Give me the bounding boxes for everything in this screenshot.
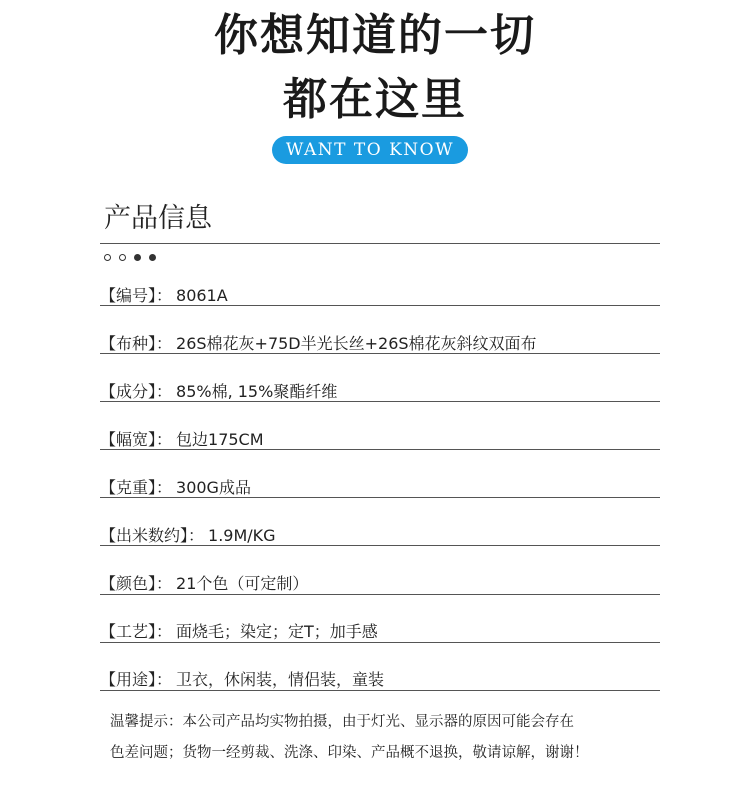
spec-value: 26S棉花灰+75D半光长丝+26S棉花灰斜纹双面布 (176, 334, 537, 353)
row-divider (100, 545, 660, 546)
row-divider (100, 594, 660, 595)
spec-label: 【用途】： (100, 670, 173, 689)
headline-line-1: 你想知道的一切 (214, 10, 536, 61)
spec-row-yield (100, 526, 660, 546)
spec-value: 8061A (176, 286, 228, 305)
section-title: 产品信息 (104, 203, 212, 234)
row-divider (100, 401, 660, 402)
spec-row-code (100, 286, 660, 306)
spec-value: 面烧毛；染定；定T；加手感 (176, 622, 378, 641)
notice-line-1: 温馨提示：本公司产品均实物拍摄，由于灯光、显示器的原因可能会存在 (110, 714, 574, 730)
spec-value: 85%棉, 15%聚酯纤维 (176, 382, 338, 401)
spec-label: 【幅宽】： (100, 430, 173, 449)
spec-value: 包边175CM (176, 430, 264, 449)
spec-row-width (100, 430, 660, 450)
spec-label: 【工艺】： (100, 622, 173, 641)
row-divider (100, 305, 660, 306)
want-to-know-badge: WANT TO KNOW (272, 136, 468, 164)
notice-line-2: 色差问题；货物一经剪裁、洗涤、印染、产品概不退换，敬请谅解，谢谢！ (110, 745, 589, 761)
spec-value: 卫衣，休闲装，情侣装，童装 (176, 670, 385, 689)
spec-row-usage (100, 670, 660, 690)
spec-row-color (100, 574, 660, 594)
spec-row-weight (100, 478, 660, 498)
spec-label: 【克重】： (100, 478, 173, 497)
filled-dot-icon (149, 254, 156, 261)
spec-label: 【成分】： (100, 382, 173, 401)
spec-row-fabric (100, 334, 660, 354)
spec-row-composition (100, 382, 660, 402)
row-divider (100, 690, 660, 691)
spec-value: 300G成品 (176, 478, 251, 497)
spec-row-process (100, 622, 660, 642)
row-divider (100, 642, 660, 643)
headline-line-2: 都在这里 (283, 74, 467, 125)
row-divider (100, 497, 660, 498)
spec-label: 【编号】： (100, 286, 173, 305)
spec-label: 【出米数约】： (100, 526, 205, 545)
decorative-dots (104, 254, 156, 261)
hollow-dot-icon (119, 254, 126, 261)
hollow-dot-icon (104, 254, 111, 261)
row-divider (100, 353, 660, 354)
section-divider (100, 243, 660, 244)
spec-value: 21个色（可定制） (176, 574, 309, 593)
filled-dot-icon (134, 254, 141, 261)
spec-value: 1.9M/KG (208, 526, 276, 545)
spec-label: 【颜色】： (100, 574, 173, 593)
row-divider (100, 449, 660, 450)
spec-label: 【布种】： (100, 334, 173, 353)
